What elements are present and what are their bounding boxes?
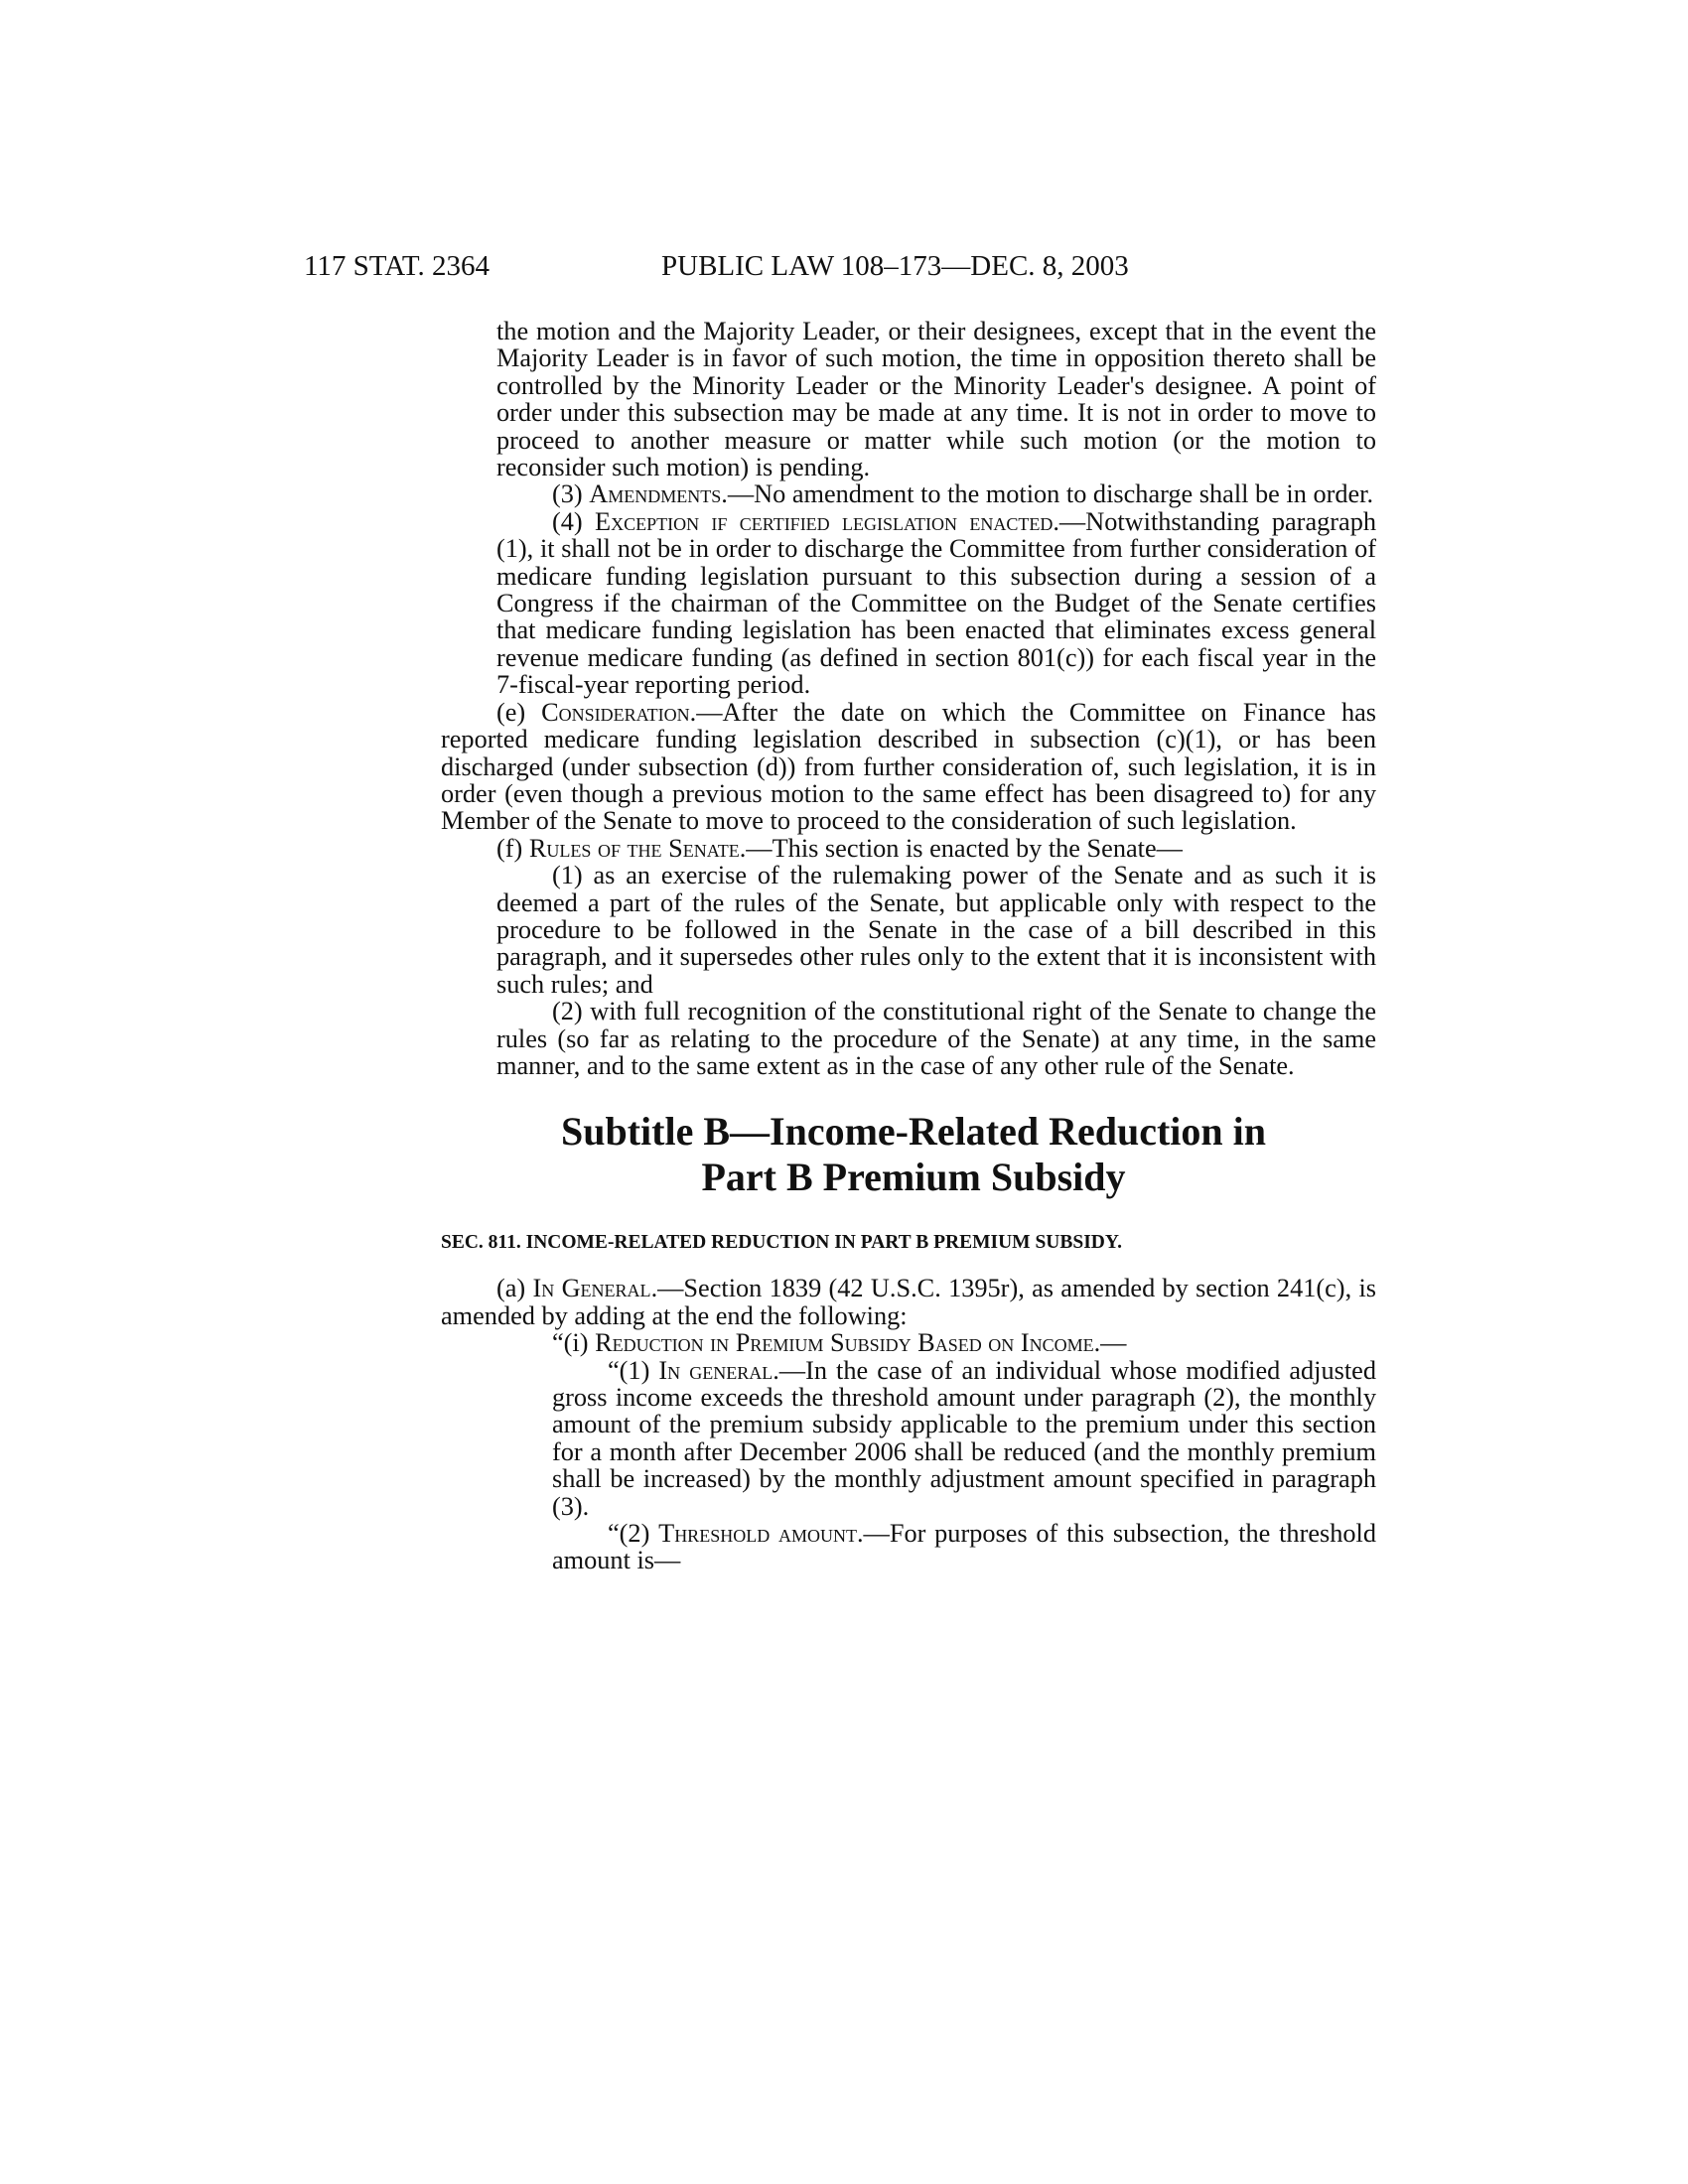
paragraph-text: .—In the case of an individual whose modified adjusted gross income exceeds the threshold amount under paragraph (2), the monthly amount of the premium subsidy applicable to the premium under this section for a month after December 2006 shall be reduced (and the monthly premium shall be increased) by the monthly adjustment amount specified in paragraph (3). [552, 1355, 1376, 1521]
section-heading: SEC. 811. INCOME-RELATED REDUCTION IN PART B PREMIUM SUBSIDY. [441, 1232, 1123, 1254]
subsection-text: .—Section 1839 (42 U.S.C. 1395r), as amended by section 241(c), is amended by adding at the end the following: [441, 1274, 1376, 1330]
paragraph-text: .—Notwithstanding paragraph (1), it shall not be in order to discharge the Committee from further consideration of medicare funding legislation pursuant to this subsection during a session of a Congress if the chairman of the Committee on the Budget of the Senate certifies that medicare funding legislation has been enacted that eliminates excess general revenue medicare funding (as defined in section 801(c)) for each fiscal year in the 7-fiscal-year reporting period. [496, 506, 1376, 700]
paragraph-continuation: the motion and the Majority Leader, or their designees, except that in the event the Majority Leader is in favor of such motion, the time in opposition thereto shall be controlled by the Minority Leader or the Minority Leader's designee. A point of order under this subsection may be made at any time. It is not in order to move to proceed to another measure or matter while such motion (or the motion to reconsider such motion) is pending. [496, 317, 1376, 482]
subtitle-heading [441, 1109, 1386, 1200]
paragraph-constitutional-right: (2) with full recognition of the constitutional right of the Senate to change the rules (so far as relating to the procedure of the Senate) at any time, in the same manner, and to the same extent as in the case of any other rule of the Senate. [496, 997, 1376, 1080]
subtitle-line-2: Part B Premium Subsidy [701, 1155, 1126, 1200]
paragraph-number: “(1) [608, 1355, 650, 1385]
quoted-paragraph-in-general [552, 1357, 1376, 1520]
paragraph-heading: In general [658, 1355, 774, 1385]
subtitle-line-1: Subtitle B—Income-Related Reduction in [561, 1109, 1266, 1155]
paragraph-number: “(2) [608, 1519, 650, 1549]
subsection-heading: Rules of the Senate [528, 833, 740, 863]
subsection-text: .—After the date on which the Committee on Finance has reported medicare funding legislation described in subsection (c)(1), or has been discharged (under subsection (d)) from further consideration of, such legislation, it is in order (even though a previous motion to the same effect has been disagreed to) for any Member of the Senate to move to proceed to the consideration of such legislation. [441, 697, 1376, 836]
paragraph-text: .—For purposes of this subsection, the threshold amount is— [552, 1519, 1376, 1575]
subsection-text: .— [1093, 1328, 1127, 1358]
subsection-letter: (e) [496, 697, 526, 727]
paragraph-heading: Amendments [589, 479, 722, 509]
quoted-paragraph-threshold-amount [552, 1520, 1376, 1574]
subsection-text: .—This section is enacted by the Senate— [739, 833, 1183, 863]
subsection-in-general [441, 1275, 1376, 1329]
subsection-heading: Reduction in Premium Subsidy Based on Income [595, 1328, 1094, 1358]
subsection-heading: Consideration [541, 697, 690, 727]
statute-page-number: 117 STAT. 2364 [304, 250, 490, 282]
subsection-letter: (f) [496, 833, 523, 863]
paragraph-heading: Exception if certified legislation enacted [595, 506, 1054, 536]
page-header [0, 250, 1688, 290]
subsection-letter: “(i) [552, 1328, 589, 1358]
paragraph-text: .—No amendment to the motion to discharge shall be in order. [721, 479, 1374, 509]
subsection-consideration [441, 699, 1376, 835]
subsection-heading: In General [532, 1274, 651, 1303]
text-column [441, 317, 1376, 1575]
paragraph-amendments [496, 480, 1376, 507]
paragraph-number: (3) [552, 479, 583, 509]
subsection-rules-of-the-senate [441, 835, 1376, 862]
paragraph-number: (4) [552, 506, 583, 536]
paragraph-exception [496, 508, 1376, 699]
public-law-citation: PUBLIC LAW 108–173—DEC. 8, 2003 [661, 250, 1129, 282]
paragraph-heading: Threshold amount [658, 1519, 857, 1549]
subsection-letter: (a) [496, 1274, 526, 1303]
paragraph-rulemaking-power: (1) as an exercise of the rulemaking power of the Senate and as such it is deemed a part of the rules of the Senate, but applicable only with respect to the procedure to be followed in the Senate in the case of a bill described in this paragraph, and it supersedes other rules only to the extent that it is inconsistent with such rules; and [496, 861, 1376, 999]
quoted-subsection-reduction [496, 1329, 1376, 1356]
